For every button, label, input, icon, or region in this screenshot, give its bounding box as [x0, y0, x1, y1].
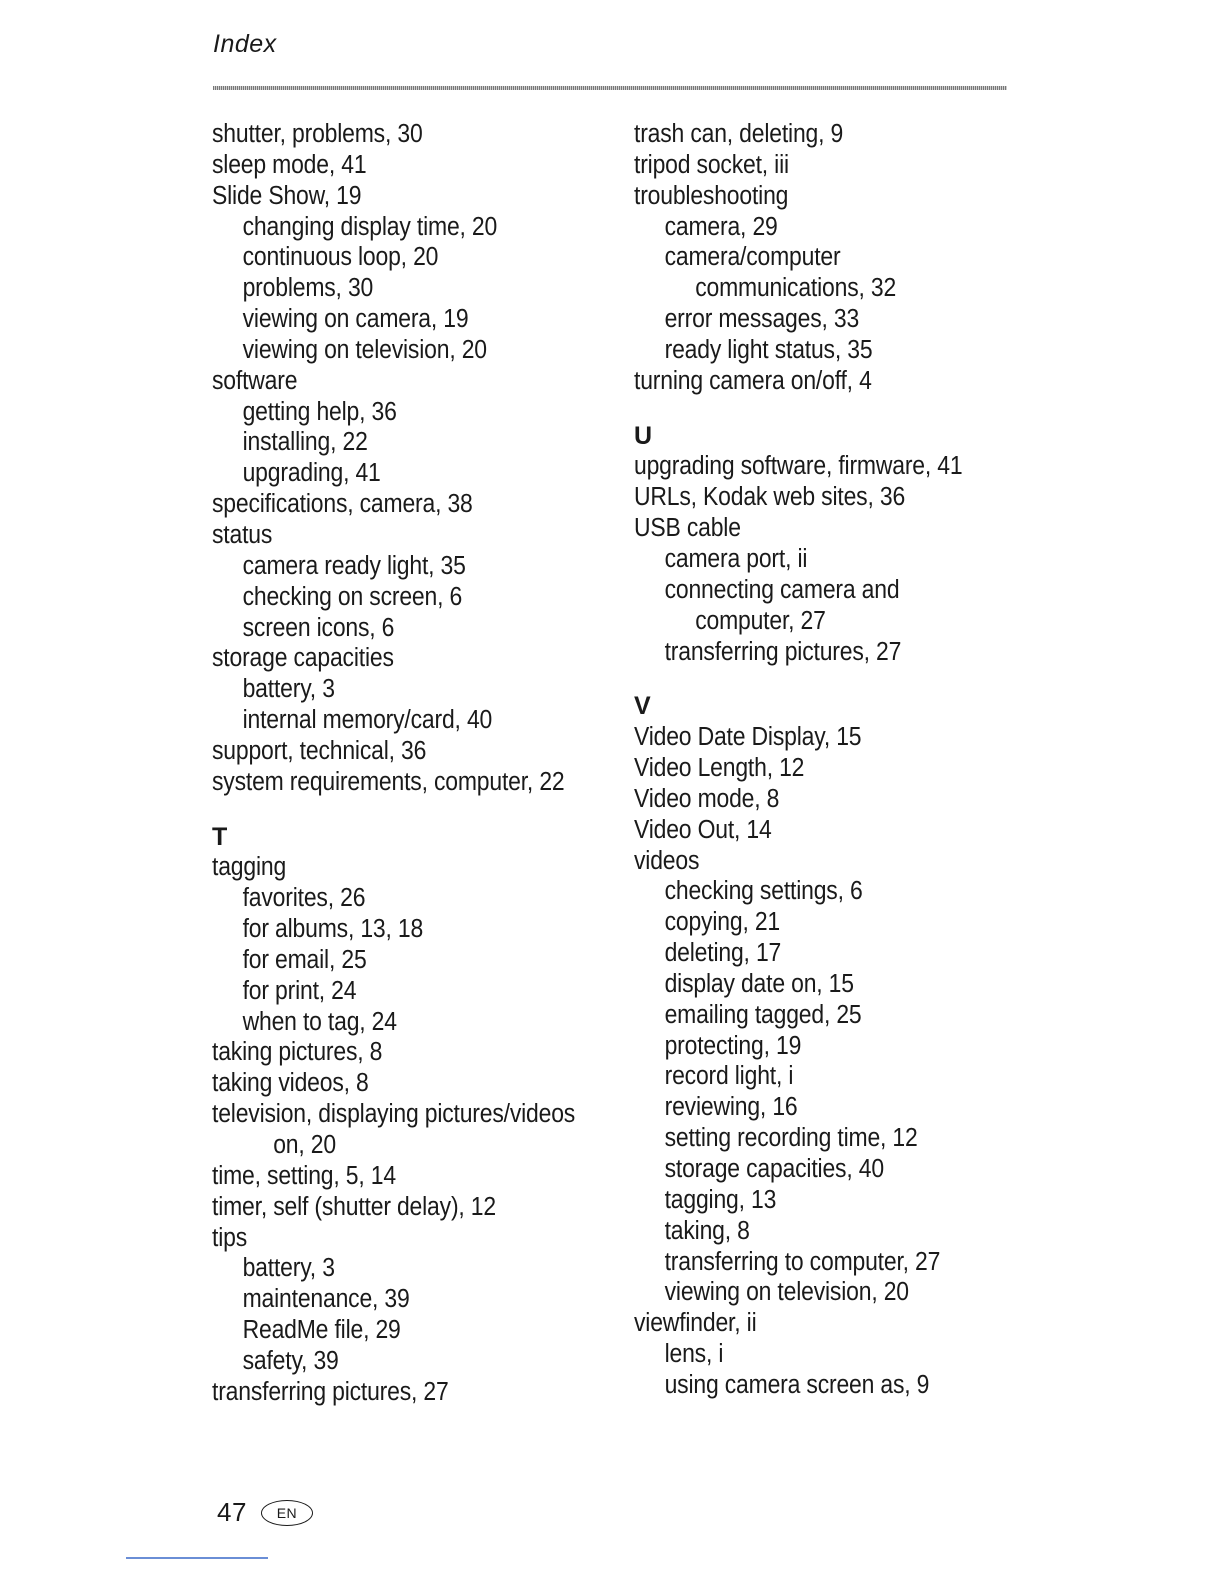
index-subentry: deleting, 17 [664, 939, 782, 968]
index-subentry: communications, 32 [695, 274, 897, 303]
index-entry: Video mode, 8 [634, 784, 780, 813]
index-subentry: checking settings, 6 [664, 877, 863, 906]
index-subentry: reviewing, 16 [664, 1093, 798, 1122]
language-badge: EN [261, 1500, 313, 1526]
index-subentry: error messages, 33 [664, 305, 860, 334]
index-subentry: using camera screen as, 9 [664, 1370, 930, 1399]
index-entry: USB cable [634, 514, 741, 543]
index-subentry: battery, 3 [242, 1254, 335, 1283]
index-subentry: emailing tagged, 25 [664, 1000, 862, 1029]
index-subentry: camera, 29 [664, 212, 778, 241]
index-subentry: camera ready light, 35 [242, 551, 466, 580]
index-subentry: display date on, 15 [664, 969, 854, 998]
index-subentry: upgrading, 41 [242, 459, 381, 488]
index-entry: tagging [212, 853, 287, 882]
index-entry: Video Out, 14 [634, 815, 772, 844]
index-subentry: for print, 24 [242, 976, 357, 1005]
index-entry: troubleshooting [634, 181, 789, 210]
index-subentry: lens, i [664, 1340, 724, 1369]
index-subentry: on, 20 [273, 1131, 336, 1159]
index-subentry: storage capacities, 40 [664, 1155, 884, 1183]
index-entry: timer, self (shutter delay), 12 [212, 1192, 496, 1221]
index-entry: system requirements, computer, 22 [212, 767, 565, 796]
index-subentry: viewing on television, 20 [664, 1278, 909, 1307]
index-entry: taking pictures, 8 [212, 1038, 383, 1067]
index-entry: taking videos, 8 [212, 1069, 369, 1098]
index-entry: videos [634, 846, 700, 875]
page-title: Index [213, 30, 277, 58]
index-column-right [634, 119, 1014, 1401]
index-subentry: ReadMe file, 29 [242, 1316, 401, 1345]
index-entry: specifications, camera, 38 [212, 490, 473, 519]
index-entry: Video Length, 12 [634, 754, 805, 783]
index-subentry: record light, i [664, 1062, 794, 1091]
index-entry: Video Date Display, 15 [634, 723, 862, 752]
index-entry: trash can, deleting, 9 [634, 120, 844, 148]
index-subentry: problems, 30 [242, 274, 374, 303]
index-subentry: transferring to computer, 27 [664, 1247, 941, 1276]
index-subentry: viewing on television, 20 [242, 335, 487, 364]
index-subentry: connecting camera and [664, 575, 900, 604]
index-subentry: safety, 39 [242, 1346, 339, 1375]
index-entry: transferring pictures, 27 [212, 1377, 449, 1406]
index-entry: URLs, Kodak web sites, 36 [634, 483, 906, 512]
index-entry: shutter, problems, 30 [212, 120, 423, 148]
index-entry: software [212, 366, 298, 395]
bottom-divider [126, 1557, 268, 1559]
index-entry: support, technical, 36 [212, 736, 427, 765]
index-subentry: setting recording time, 12 [664, 1124, 918, 1153]
index-section-letter: U [634, 421, 653, 450]
index-subentry: checking on screen, 6 [242, 582, 463, 611]
index-entry: sleep mode, 41 [212, 150, 367, 179]
index-subentry: camera port, ii [664, 544, 808, 573]
index-entry: Slide Show, 19 [212, 181, 362, 210]
index-section-letter: T [212, 822, 228, 851]
index-subentry: viewing on camera, 19 [242, 305, 469, 334]
index-entry: upgrading software, firmware, 41 [634, 452, 963, 481]
index-subentry: computer, 27 [695, 606, 826, 635]
index-entry: turning camera on/off, 4 [634, 366, 872, 395]
index-subentry: camera/computer [664, 243, 841, 272]
index-subentry: for albums, 13, 18 [242, 915, 424, 944]
index-entry: television, displaying pictures/videos [212, 1100, 576, 1129]
index-subentry: maintenance, 39 [242, 1285, 410, 1314]
index-column-left [212, 119, 612, 1408]
page-footer [217, 1497, 313, 1528]
index-subentry: installing, 22 [242, 428, 368, 457]
index-subentry: ready light status, 35 [664, 335, 873, 364]
index-subentry: internal memory/card, 40 [242, 706, 493, 735]
index-subentry: screen icons, 6 [242, 613, 395, 642]
index-subentry: tagging, 13 [664, 1185, 777, 1214]
index-entry: tripod socket, iii [634, 150, 789, 179]
index-subentry: copying, 21 [664, 908, 781, 937]
index-subentry: when to tag, 24 [242, 1007, 397, 1036]
header-divider [213, 86, 1007, 90]
index-subentry: transferring pictures, 27 [664, 637, 902, 666]
index-subentry: taking, 8 [664, 1216, 750, 1245]
index-subentry: continuous loop, 20 [242, 243, 439, 272]
index-entry: tips [212, 1223, 248, 1252]
index-subentry: changing display time, 20 [242, 212, 498, 241]
index-entry: time, setting, 5, 14 [212, 1161, 396, 1190]
index-subentry: for email, 25 [242, 945, 367, 974]
index-entry: status [212, 520, 273, 549]
index-section-letter: V [634, 692, 651, 721]
index-entry: storage capacities [212, 644, 394, 673]
index-entry: viewfinder, ii [634, 1309, 757, 1338]
index-subentry: battery, 3 [242, 675, 335, 704]
page-number: 47 [217, 1497, 247, 1527]
index-subentry: protecting, 19 [664, 1031, 802, 1060]
index-subentry: getting help, 36 [242, 397, 397, 426]
index-subentry: favorites, 26 [242, 884, 366, 913]
